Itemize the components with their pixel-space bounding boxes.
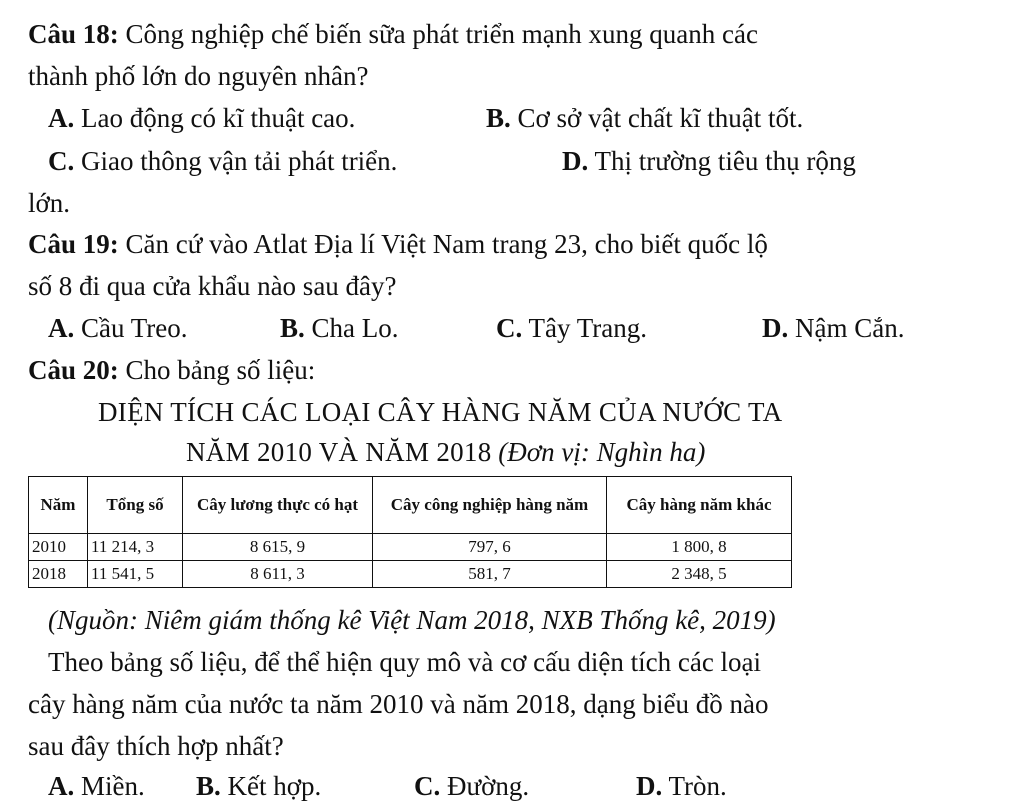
- q19-option-b[interactable]: [280, 312, 399, 344]
- table-cell: 2 348, 5: [607, 561, 792, 588]
- table-header-cell: Cây lương thực có hạt: [183, 477, 373, 534]
- q20-label: Câu 20:: [28, 355, 119, 385]
- q18-stem-line2: thành phố lớn do nguyên nhân?: [28, 61, 369, 91]
- option-key: B.: [196, 771, 221, 801]
- table-header-cell: Năm: [29, 477, 88, 534]
- table-header-cell: Tổng số: [88, 477, 183, 534]
- option-key: C.: [48, 146, 75, 176]
- q18-text: Công nghiệp chế biến sữa phát triển mạnh xung quanh các: [125, 19, 758, 49]
- table-cell: 1 800, 8: [607, 534, 792, 561]
- option-key: A.: [48, 771, 75, 801]
- option-text: Tròn.: [668, 771, 727, 801]
- option-key: D.: [562, 146, 589, 176]
- table-header-cell: Cây công nghiệp hàng năm: [373, 477, 607, 534]
- q19-stem-line1: [28, 228, 768, 260]
- option-key: B.: [280, 313, 305, 343]
- q19-text: Căn cứ vào Atlat Địa lí Việt Nam trang 23, cho biết quốc lộ: [125, 229, 768, 259]
- table-header-row: [29, 477, 792, 534]
- q20-question-line3: sau đây thích hợp nhất?: [28, 731, 284, 761]
- q20-question-line1: Theo bảng số liệu, để thể hiện quy mô và cơ cấu diện tích các loại: [48, 647, 762, 677]
- table-title-line2: [186, 436, 705, 468]
- option-text: Kết hợp.: [227, 771, 322, 801]
- option-text: Miền.: [81, 771, 145, 801]
- q19-option-d[interactable]: [762, 312, 904, 344]
- table-row: [29, 561, 792, 588]
- q20-stem: [28, 354, 315, 386]
- q18-stem-line1: [28, 18, 758, 50]
- table-cell: 8 611, 3: [183, 561, 373, 588]
- table-unit: (Đơn vị: Nghìn ha): [498, 437, 706, 467]
- option-text: Thị trường tiêu thụ rộng: [594, 146, 856, 176]
- table-source: (Nguồn: Niêm giám thống kê Việt Nam 2018, NXB Thống kê, 2019): [48, 605, 776, 635]
- option-key: C.: [414, 771, 441, 801]
- option-key: A.: [48, 103, 75, 133]
- q18-option-b[interactable]: [486, 102, 803, 134]
- q18-option-d[interactable]: [562, 145, 856, 177]
- option-key: C.: [496, 313, 523, 343]
- option-text: Cơ sở vật chất kĩ thuật tốt.: [517, 103, 804, 133]
- table-cell: 797, 6: [373, 534, 607, 561]
- table-cell: 11 214, 3: [88, 534, 183, 561]
- q20-question-line2: cây hàng năm của nước ta năm 2010 và năm 2018, dạng biểu đồ nào: [28, 689, 769, 719]
- q18-option-a[interactable]: [48, 102, 355, 134]
- q19-option-a[interactable]: [48, 312, 188, 344]
- q20-option-a[interactable]: [48, 770, 145, 802]
- option-key: A.: [48, 313, 75, 343]
- table-header-cell: Cây hàng năm khác: [607, 477, 792, 534]
- q19-label: Câu 19:: [28, 229, 119, 259]
- data-table: [28, 476, 792, 588]
- q20-option-b[interactable]: [196, 770, 321, 802]
- q20-option-c[interactable]: [414, 770, 529, 802]
- table-title-years: NĂM 2010 VÀ NĂM 2018: [186, 437, 492, 467]
- table-cell: 2010: [29, 534, 88, 561]
- table-cell: 2018: [29, 561, 88, 588]
- option-text: Tây Trang.: [528, 313, 648, 343]
- q19-stem-line2: số 8 đi qua cửa khẩu nào sau đây?: [28, 271, 397, 301]
- q18-label: Câu 18:: [28, 19, 119, 49]
- option-text: Lao động có kĩ thuật cao.: [81, 103, 356, 133]
- option-key: D.: [636, 771, 663, 801]
- q18-option-d-wrap: lớn.: [28, 188, 71, 218]
- option-key: D.: [762, 313, 789, 343]
- q20-option-d[interactable]: [636, 770, 727, 802]
- option-text: Đường.: [447, 771, 530, 801]
- q19-option-c[interactable]: [496, 312, 647, 344]
- option-text: Nậm Cắn.: [795, 313, 905, 343]
- q18-option-c[interactable]: [48, 145, 397, 177]
- table-row: [29, 534, 792, 561]
- q20-intro: Cho bảng số liệu:: [125, 355, 316, 385]
- option-text: Cha Lo.: [311, 313, 399, 343]
- option-text: Giao thông vận tải phát triển.: [81, 146, 398, 176]
- table-cell: 581, 7: [373, 561, 607, 588]
- table-title-line1: DIỆN TÍCH CÁC LOẠI CÂY HÀNG NĂM CỦA NƯỚC TA: [98, 397, 783, 427]
- table-cell: 11 541, 5: [88, 561, 183, 588]
- option-text: Cầu Treo.: [81, 313, 188, 343]
- option-key: B.: [486, 103, 511, 133]
- table-cell: 8 615, 9: [183, 534, 373, 561]
